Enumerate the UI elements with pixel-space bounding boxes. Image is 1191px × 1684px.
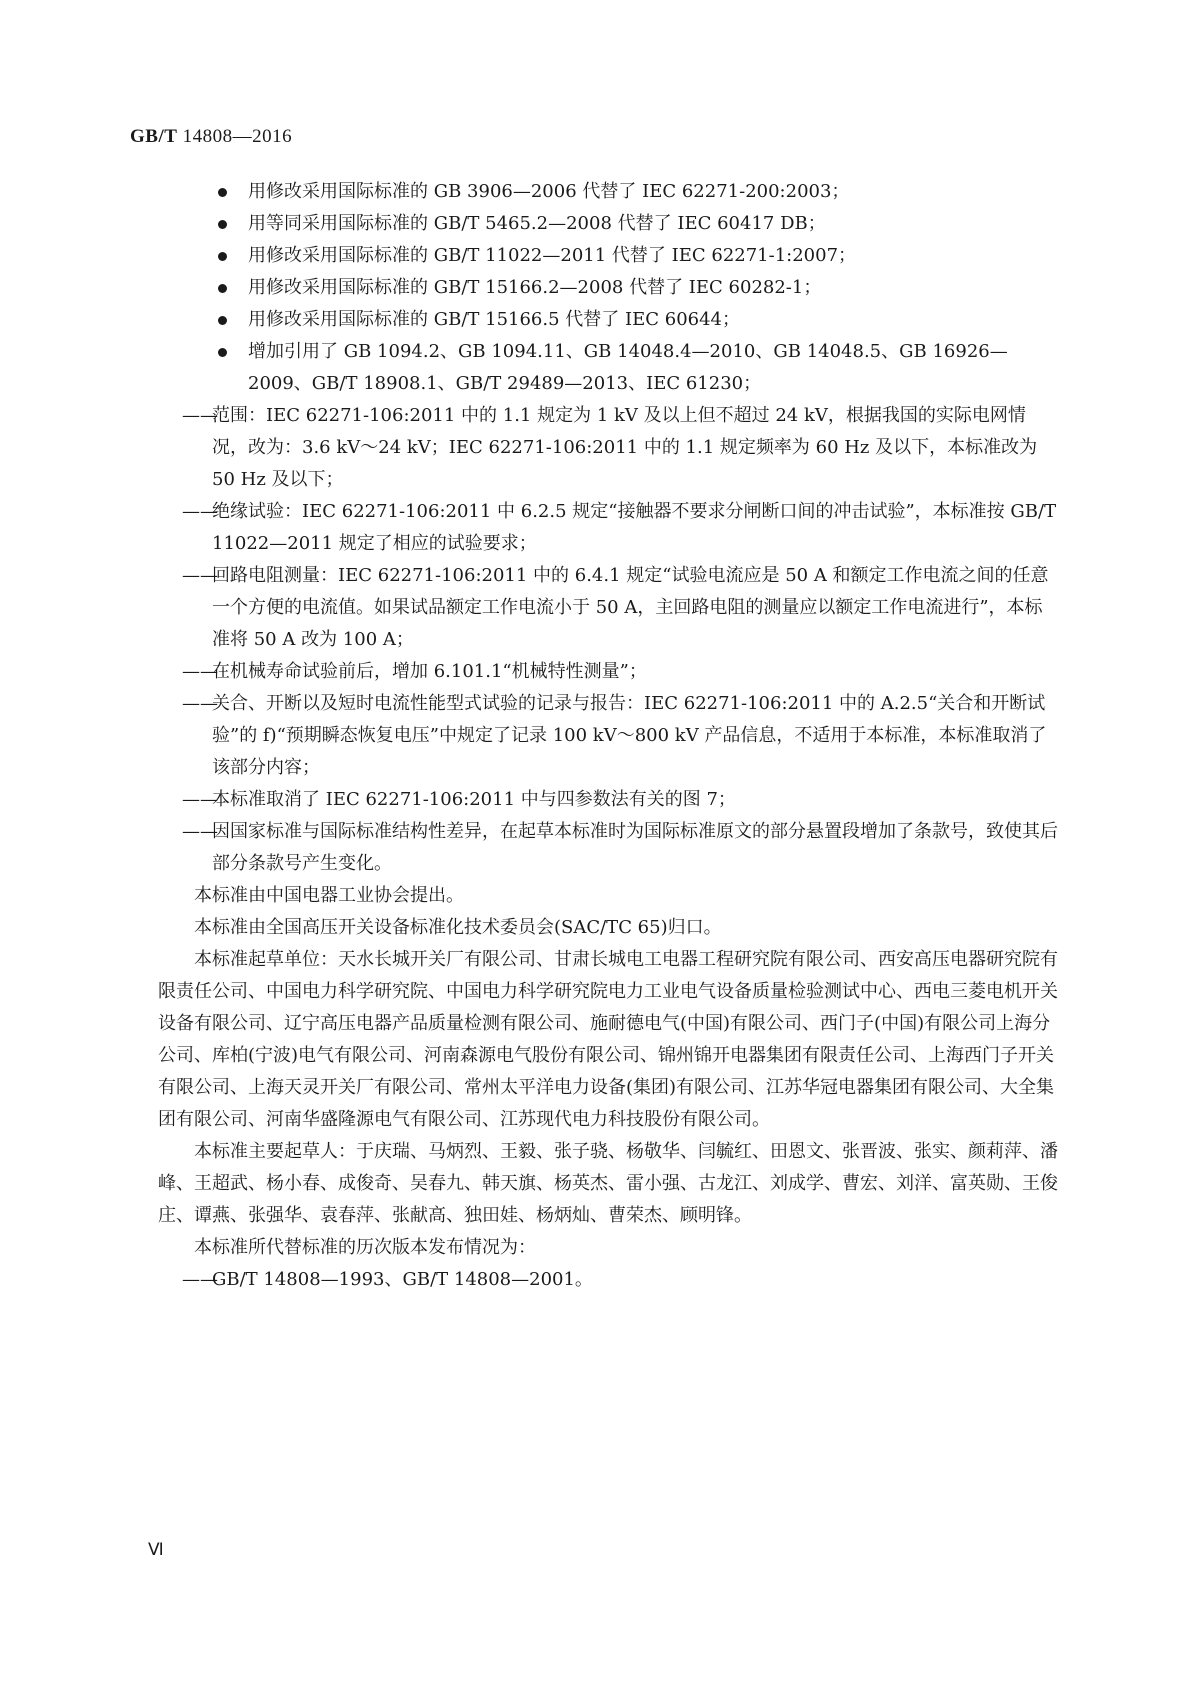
- bullet-item: 增加引用了 GB 1094.2、GB 1094.11、GB 14048.4—2010、GB 14048.5、GB 16926—2009、GB/T 18908.1、GB/T 29489—2013、IEC 61230；: [158, 336, 1058, 400]
- bullet-dot-icon: [218, 348, 227, 357]
- page-number: Ⅵ: [148, 1540, 164, 1559]
- bullet-dot-icon: [218, 316, 227, 325]
- dash-marker: ——: [182, 789, 218, 810]
- bullet-item: 用等同采用国际标准的 GB/T 5465.2—2008 代替了 IEC 60417 DB；: [158, 208, 1058, 240]
- dash-marker: ——: [182, 693, 218, 714]
- dash-marker: ——: [182, 821, 218, 842]
- change-item: —— 关合、开断以及短时电流性能型式试验的记录与报告：IEC 62271-106:2011 中的 A.2.5“关合和开断试验”的 f)“预期瞬态恢复电压”中规定了记录 100 kV～800 kV 产品信息，不适用于本标准，本标准取消了该部分内容；: [158, 688, 1058, 784]
- bullet-dot-icon: [218, 188, 227, 197]
- history-item: —— GB/T 14808—1993、GB/T 14808—2001。: [158, 1264, 1058, 1296]
- standard-number: 14808—2016: [182, 126, 293, 147]
- change-item: —— 在机械寿命试验前后，增加 6.101.1“机械特性测量”；: [158, 656, 1058, 688]
- bullet-dot-icon: [218, 220, 227, 229]
- bullet-dot-icon: [218, 252, 227, 261]
- document-header: [130, 126, 292, 148]
- page-content: [158, 176, 1058, 1296]
- bullet-item: 用修改采用国际标准的 GB/T 15166.2—2008 代替了 IEC 60282-1；: [158, 272, 1058, 304]
- dash-marker: ——: [182, 1269, 218, 1290]
- drafting-units-paragraph: 本标准起草单位：天水长城开关厂有限公司、甘肃长城电工电器工程研究院有限公司、西安高压电器研究院有限责任公司、中国电力科学研究院、中国电力科学研究院电力工业电气设备质量检验测试中心、西电三菱电机开关设备有限公司、辽宁高压电器产品质量检测有限公司、施耐德电气(中国)有限公司、西门子(中国)有限公司上海分公司、库柏(宁波)电气有限公司、河南森源电气股份有限公司、锦州锦开电器集团有限责任公司、上海西门子开关有限公司、上海天灵开关厂有限公司、常州太平洋电力设备(集团)有限公司、江苏华冠电器集团有限公司、大全集团有限公司、河南华盛隆源电气有限公司、江苏现代电力科技股份有限公司。: [158, 949, 1058, 1130]
- history-intro-paragraph: 本标准所代替标准的历次版本发布情况为：: [194, 1237, 536, 1258]
- change-item: —— 回路电阻测量：IEC 62271-106:2011 中的 6.4.1 规定“试验电流应是 50 A 和额定工作电流之间的任意一个方便的电流值。如果试品额定工作电流小于 50 A，主回路电阻的测量应以额定工作电流进行”，本标准将 50 A 改为 100 A；: [158, 560, 1058, 656]
- change-item: —— 本标准取消了 IEC 62271-106:2011 中与四参数法有关的图 7；: [158, 784, 1058, 816]
- changes-list: [158, 400, 1058, 880]
- drafters-paragraph: 本标准主要起草人：于庆瑞、马炳烈、王毅、张子骁、杨敬华、闫毓红、田恩文、张晋波、张实、颜莉萍、潘峰、王超武、杨小春、成俊奇、吴春九、韩天旗、杨英杰、雷小强、古龙江、刘成学、曹宏、刘洋、富英勋、王俊庄、谭燕、张强华、袁春萍、张献高、独田娃、杨炳灿、曹荣杰、顾明锋。: [158, 1141, 1058, 1226]
- standard-prefix: GB/T: [130, 126, 178, 147]
- proposer-paragraph: 本标准由中国电器工业协会提出。: [194, 885, 464, 906]
- change-item: —— 范围：IEC 62271-106:2011 中的 1.1 规定为 1 kV 及以上但不超过 24 kV，根据我国的实际电网情况，改为：3.6 kV～24 kV；IEC 62271-106:2011 中的 1.1 规定频率为 60 Hz 及以下，本标准改为 50 Hz 及以下；: [158, 400, 1058, 496]
- change-item: —— 因国家标准与国际标准结构性差异，在起草本标准时为国际标准原文的部分悬置段增加了条款号，致使其后部分条款号产生变化。: [158, 816, 1058, 880]
- bullet-item: 用修改采用国际标准的 GB 3906—2006 代替了 IEC 62271-200:2003；: [158, 176, 1058, 208]
- bullet-list: [158, 176, 1058, 400]
- bullet-dot-icon: [218, 284, 227, 293]
- dash-marker: ——: [182, 405, 218, 426]
- committee-paragraph: 本标准由全国高压开关设备标准化技术委员会(SAC/TC 65)归口。: [194, 917, 722, 938]
- bullet-item: 用修改采用国际标准的 GB/T 15166.5 代替了 IEC 60644；: [158, 304, 1058, 336]
- dash-marker: ——: [182, 661, 218, 682]
- dash-marker: ——: [182, 501, 218, 522]
- dash-marker: ——: [182, 565, 218, 586]
- change-item: —— 绝缘试验：IEC 62271-106:2011 中 6.2.5 规定“接触器不要求分闸断口间的冲击试验”，本标准按 GB/T 11022—2011 规定了相应的试验要求；: [158, 496, 1058, 560]
- bullet-item: 用修改采用国际标准的 GB/T 11022—2011 代替了 IEC 62271-1:2007；: [158, 240, 1058, 272]
